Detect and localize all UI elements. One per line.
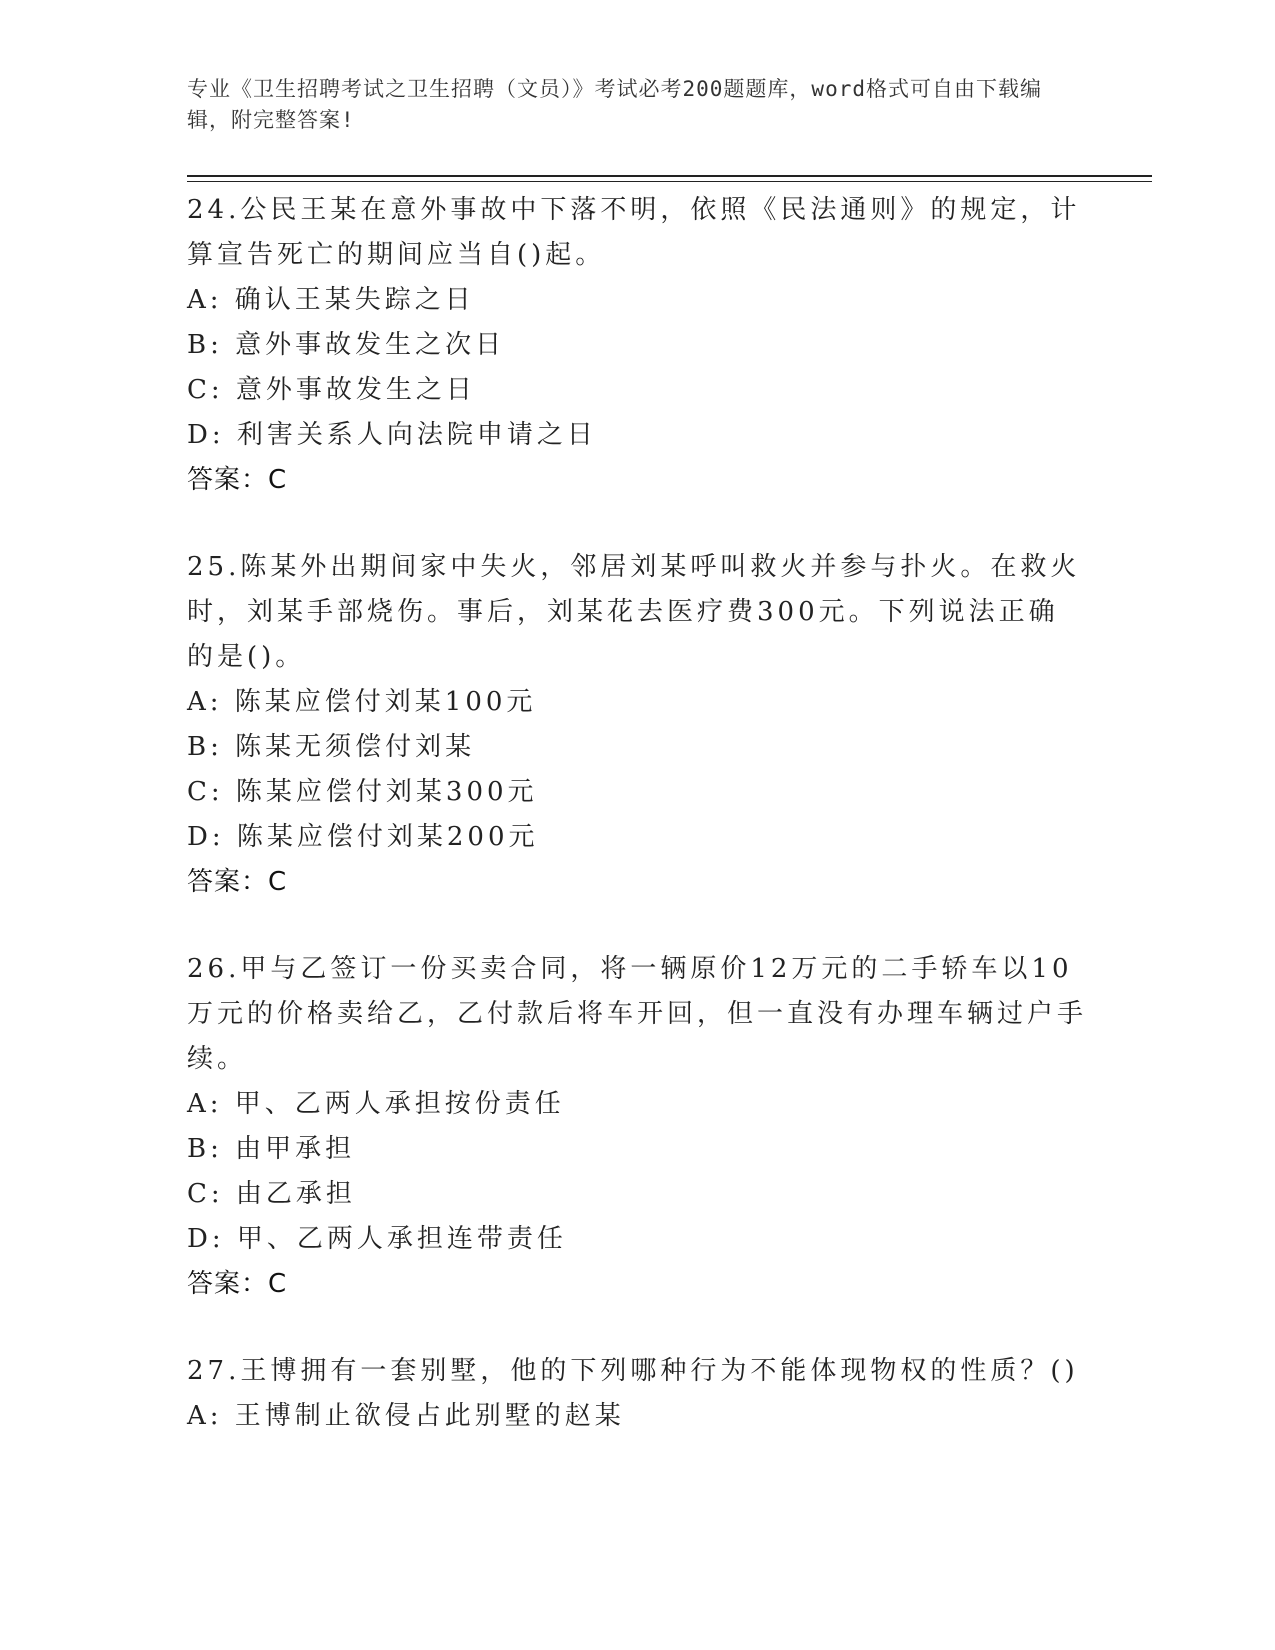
option-d: D: 甲、乙两人承担连带责任 xyxy=(187,1224,567,1254)
question-stem: 24.公民王某在意外事故中下落不明，依照《民法通则》的规定，计算宣告死亡的期间应当自()起。 xyxy=(187,195,1081,270)
option-a: A: 陈某应偿付刘某100元 xyxy=(187,687,537,717)
question-25 xyxy=(187,545,1087,905)
option-d: D: 陈某应偿付刘某200元 xyxy=(187,822,539,852)
question-stem: 25.陈某外出期间家中失火，邻居刘某呼叫救火并参与扑火。在救火时，刘某手部烧伤。事后，刘某花去医疗费300元。下列说法正确的是()。 xyxy=(187,552,1081,672)
answer-line: 答案：C xyxy=(187,465,288,495)
header-rule-thin xyxy=(187,181,1152,182)
question-stem: 27.王博拥有一套别墅，他的下列哪种行为不能体现物权的性质？() xyxy=(187,1356,1079,1386)
answer-line: 答案：C xyxy=(187,867,288,897)
question-list xyxy=(187,188,1087,1481)
option-c: C: 陈某应偿付刘某300元 xyxy=(187,777,538,807)
question-24 xyxy=(187,188,1087,503)
question-26 xyxy=(187,947,1087,1307)
option-c: C: 意外事故发生之日 xyxy=(187,375,476,405)
option-c: C: 由乙承担 xyxy=(187,1179,356,1209)
answer-line: 答案：C xyxy=(187,1269,288,1299)
question-27 xyxy=(187,1349,1087,1439)
option-a: A: 确认王某失踪之日 xyxy=(187,285,475,315)
document-header: 专业《卫生招聘考试之卫生招聘（文员）》考试必考200题题库，word格式可自由下载编辑，附完整答案! xyxy=(187,77,1042,132)
option-d: D: 利害关系人向法院申请之日 xyxy=(187,420,597,450)
option-b: B: 陈某无须偿付刘某 xyxy=(187,732,476,762)
option-a: A: 甲、乙两人承担按份责任 xyxy=(187,1089,565,1119)
option-b: B: 意外事故发生之次日 xyxy=(187,330,506,360)
option-a: A: 王博制止欲侵占此别墅的赵某 xyxy=(187,1401,625,1431)
header-rule-thick xyxy=(187,175,1152,177)
option-b: B: 由甲承担 xyxy=(187,1134,356,1164)
question-stem: 26.甲与乙签订一份买卖合同，将一辆原价12万元的二手轿车以10万元的价格卖给乙，乙付款后将车开回，但一直没有办理车辆过户手续。 xyxy=(187,954,1088,1074)
